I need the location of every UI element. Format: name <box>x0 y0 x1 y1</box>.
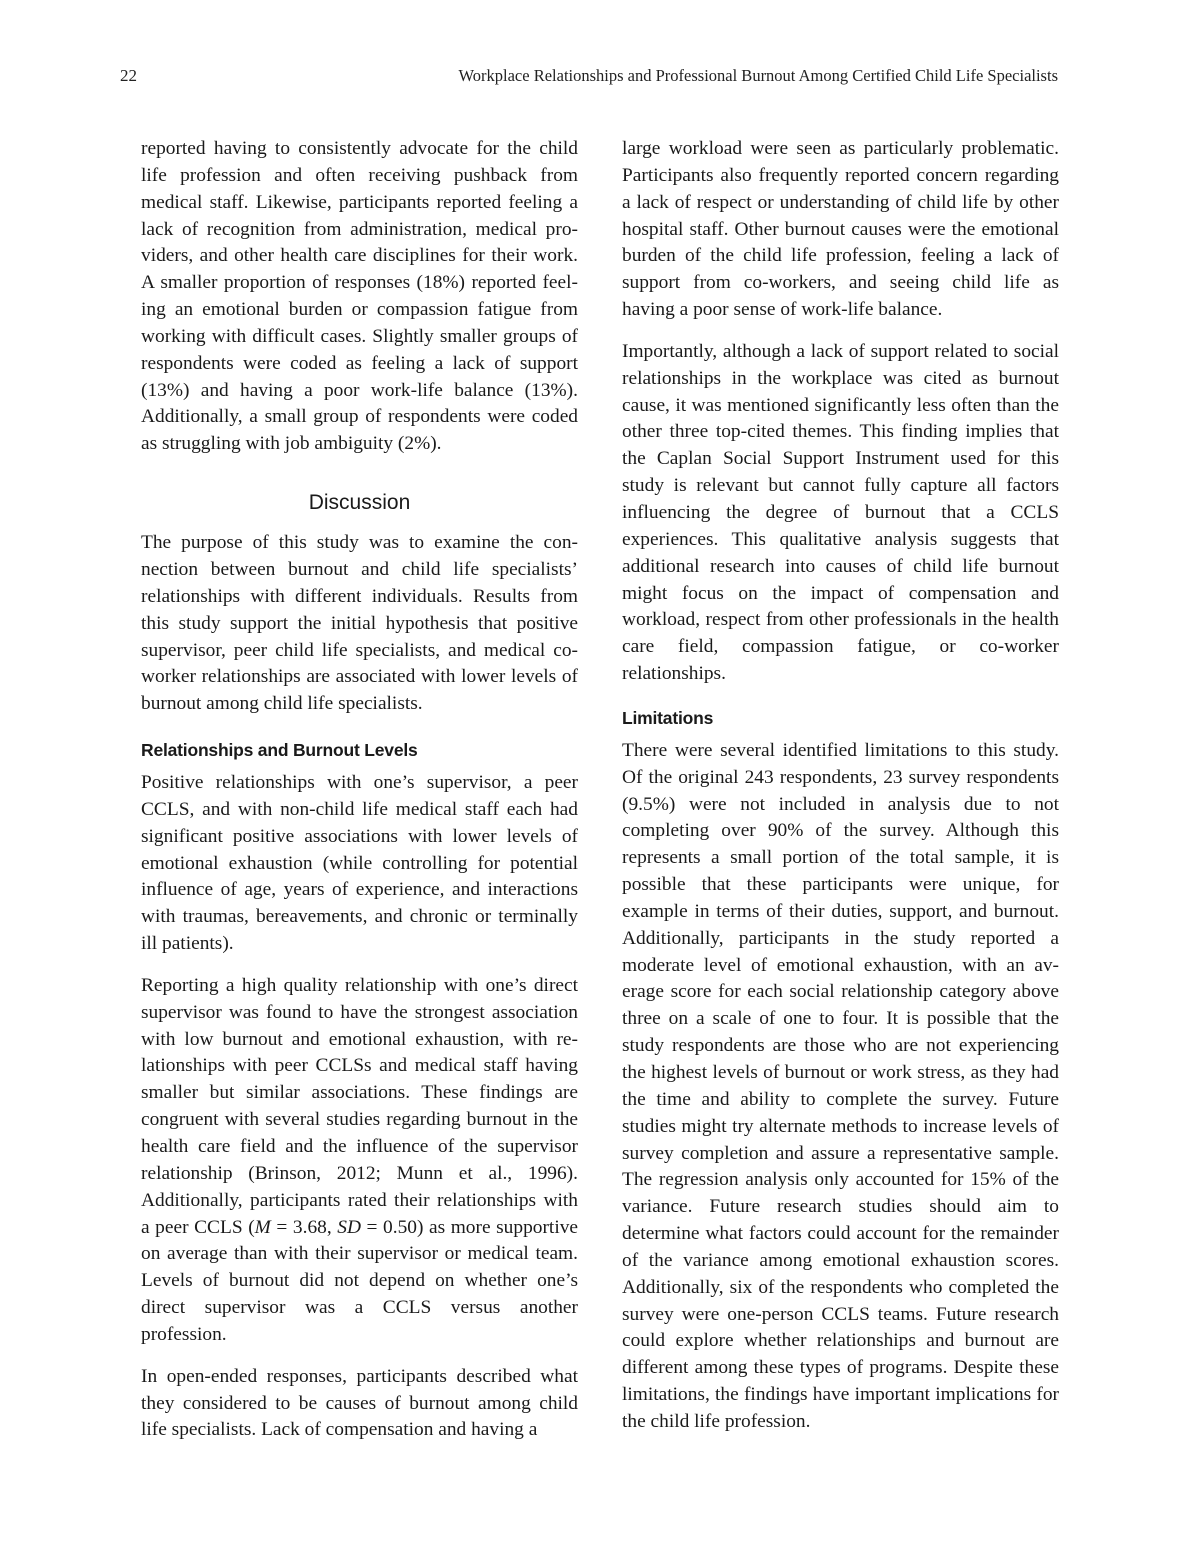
limitations-heading: Limitations <box>622 707 714 728</box>
relationships-heading: Relationships and Burnout Levels <box>141 740 418 761</box>
sd-symbol: SD <box>337 1216 361 1238</box>
left-column <box>141 136 578 1459</box>
mean-symbol: M <box>254 1216 271 1238</box>
paragraph: There were several identified limitations to this study. Of the original 243 respondents, 23 survey respondents (9.5%) were not included in analysis due to not completing over 90% of the survey. Although this represents a small portion of the total sample, it is possible that these participants were unique, for example in terms of their duties, support, and burnout. Additionally, participants in the study reported a moderate level of emotional exhaustion, with an average score for each social relationship category above three on a scale of one to four. It is possible that the study respondents are those who are not experiencing the highest levels of burnout or work stress, as they had the time and ability to complete the survey. Future studies might try alternate methods to increase levels of survey completion and assure a representative sample. The regression analysis only accounted for 15% of the variance. Future research studies should aim to determine what factors could account for the remainder of the variance among emotional exhaustion scores. Additionally, six of the respondents who completed the survey were one-person CCLS teams. Future research could explore whether relationships and burnout are different among these types of programs. Despite these limitations, the findings have important implications for the child life profession. <box>622 739 1059 1432</box>
text-run: Reporting a high quality relationship with one’s direct supervisor was found to have the strongest association with low burnout and emotional exhaustion, with relationships with peer CCLSs and medical staff having smaller but similar associations. These findings are congruent with several studies regarding burnout in the health care field and the influence of the supervisor relationship (Brinson, 2012; Munn et al., 1996). Additionally, participants rated their relationships with a peer CCLS ( <box>141 974 578 1238</box>
paragraph: large workload were seen as particularly problematic. Participants also frequently reported concern regarding a lack of respect or understanding of child life by other hospital staff. Other burnout causes were the emotional burden of the child life profession, feeling a lack of support from co-workers, and seeing child life as having a poor sense of work-life balance. <box>622 138 1059 321</box>
discussion-heading: Discussion <box>308 491 411 515</box>
page-number: 22 <box>120 66 137 85</box>
right-column <box>622 136 1059 1451</box>
paragraph: Positive relationships with one’s supervisor, a peer CCLS, and with non-child life medical staff each had significant positive associations with lower levels of emotional exhaustion (while controlling for potential influence of age, years of experience, and interactions with traumas, bereavements, and chronic or terminally ill patients). <box>141 772 578 955</box>
paragraph: reported having to consistently advocate for the child life profession and often receiving pushback from medical staff. Likewise, participants reported feeling a lack of recognition from administration, medical providers, and other health care disciplines for their work. A smaller proportion of responses (18%) reported feeling an emotional burden or compassion fatigue from working with difficult cases. Slightly smaller groups of respondents were coded as feeling a lack of support (13%) and having a poor work-life balance (13%). Additionally, a small group of respondents were coded as struggling with job ambiguity (2%). <box>141 138 578 455</box>
text-run: = 3.68, <box>270 1216 338 1238</box>
running-head: Workplace Relationships and Professional Burnout Among Certified Child Life Specialists <box>458 66 1058 85</box>
paragraph: Importantly, although a lack of support related to social relationships in the workplace was cited as burnout cause, it was mentioned significantly less often than the other three top-cited themes. This finding implies that the Caplan Social Support Instrument used for this study is relevant but cannot fully capture all factors influencing the degree of burnout that a CCLS experiences. This qualitative analysis suggests that additional research into causes of child life burnout might focus on the impact of compensation and workload, respect from other professionals in the health care field, compassion fatigue, or co-worker relationships. <box>622 340 1059 685</box>
text-run: = 0.50) as more supportive on average than with their supervisor or medical team. Levels of burnout did not depend on whether one’s direct supervisor was a CCLS versus another profession. <box>141 1216 579 1345</box>
paragraph <box>141 973 578 1349</box>
paragraph: In open-ended responses, participants described what they considered to be causes of burnout among child life specialists. Lack of compensation and having a <box>141 1365 578 1441</box>
paragraph: The purpose of this study was to examine the connection between burnout and child life specialists’ relationships with different individuals. Results from this study support the initial hypothesis that positive supervisor, peer child life specialists, and medical co-worker relationships are associated with lower levels of burnout among child life specialists. <box>141 532 578 715</box>
